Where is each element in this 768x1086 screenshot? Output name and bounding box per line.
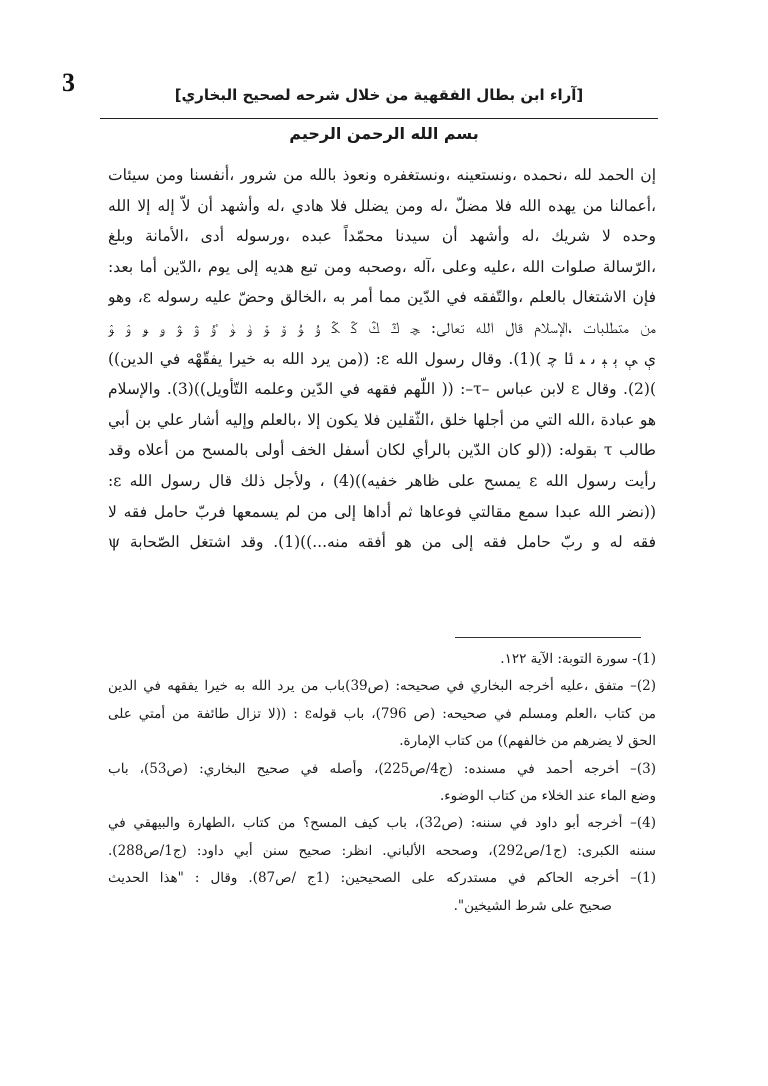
body-line: فقه له و ربّ حامل فقه إلى من هو أفقه منه...))(1). وقد اشتغل الصّحابة ψ xyxy=(108,533,656,552)
body-line: ﯤ ﯥ ﯦ ﯧ ﯨ ﯩ ﯪ ﭼ )(1). وقال رسول الله ε: ((من يرد الله به خيرا يفقّهْه في الدين)) xyxy=(108,349,656,368)
footnote-line: (1)- سورة التوبة: الآية ١٢٢. xyxy=(500,651,656,667)
footnote-line: (4)– أخرجه أبو داود في سننه: (ص32)، باب كيف المسح؟ من كتاب ،الطهارة والبيهقي في xyxy=(108,815,656,832)
footnote-line: (3)– أخرجه أحمد في مسنده: (ج4/ص225)، وأصله في صحيح البخاري: (ص53)، باب xyxy=(108,760,656,777)
footnote-line: (2)– متفق ،عليه أخرجه البخاري في صحيحه: (ص39)باب من يرد الله به خيرا يفقهه في الدين xyxy=(108,678,656,695)
body-line: طالب τ بقوله: ((لو كان الدّين بالرأي لكان أسفل الخف أولى بالمسح من أعلاه وقد xyxy=(108,441,656,460)
footnote-line: من كتاب ،العلم ومسلم في صحيحه: (ص 796)، باب قولهε : ((لا تزال طائفة من أمتي على xyxy=(108,705,656,722)
footnotes xyxy=(108,646,656,920)
body-text xyxy=(108,160,656,558)
page-number: 3 xyxy=(62,68,75,97)
body-line: ،أعمالنا من يهده الله فلا مضلّ ،له ومن يضلل فلا هادي ،له وأشهد أن لاّ إله إلا الله xyxy=(108,196,656,215)
body-line: ((نضر الله عبدا سمع مقالتي فوعاها ثم أداها إلى من لم يسمعها فربّ حامل فقه لا xyxy=(108,502,656,521)
body-line: فإن الاشتغال بالعلم ،والتّفقه في الدّين مما أمر به ،الخالق وحضّ عليه رسوله ε، وهو xyxy=(108,288,656,307)
body-line: رأيت رسول الله ε يمسح على ظاهر خفيه))(4) ، ولأجل ذلك قال رسول الله ε: xyxy=(108,471,656,490)
footnote-line: صحيح على شرط الشيخين". xyxy=(453,897,612,914)
body-line: وحده لا شريك ،له وأشهد أن سيدنا محمّداً عبده ،ورسوله أدى ،الأمانة وبلغ xyxy=(108,227,656,246)
footnote-line: وضع الماء عند الخلاء من كتاب الوضوء. xyxy=(440,788,656,805)
footnote-line: الحق لا يضرهم من خالفهم)) من كتاب الإمارة. xyxy=(399,733,656,750)
body-line: هو عبادة ،الله التي من أجلها خلق ،الثّقلين فلا يكون إلا ،بالعلم وإليه أشار علي بن أبي xyxy=(108,410,656,429)
footnote-divider xyxy=(455,637,641,638)
body-line: ،الرّسالة صلوات الله ،عليه وعلى ،آله ،وصحبه ومن تبع هديه إلى يوم ،الدّين أما بعد: xyxy=(108,257,656,276)
basmala-heading: بسم الله الرحمن الرحيم xyxy=(289,124,479,143)
footnote-line: (1)– أخرجه الحاكم في مستدركه على الصحيحين: (1ج /ص87). وقال : "هذا الحديث xyxy=(108,870,656,887)
body-line: من متطلبات ،الإسلام قال الله تعالى: ﭽ ﯓ ﯔ ﯕ ﯖ ﯗ ﯘ ﯙ ﯚ ﯛ ﯜ ﯝ ﯞ ﯟ ﯠ ﯡ ﯢ ﯣ xyxy=(108,318,656,337)
footnote-line: سننه الكبرى: (ج1/ص292)، وصححه الألباني. انظر: صحيح سنن أبي داود: (ج1/ص288). xyxy=(108,842,656,859)
body-line: إن الحمد لله ،نحمده ،ونستعينه ،ونستغفره ونعوذ بالله من شرور ،أنفسنا ومن سيئات xyxy=(108,166,656,184)
header-divider xyxy=(100,118,658,119)
body-line: )(2). وقال ε لابن عباس –τ–: (( اللّهم فقهه في الدّين وعلمه التّأويل))(3). والإسلام xyxy=(108,380,656,399)
running-header: [آراء ابن بطال الفقهية من خلال شرحه لصحيح البخاري] xyxy=(174,86,584,104)
